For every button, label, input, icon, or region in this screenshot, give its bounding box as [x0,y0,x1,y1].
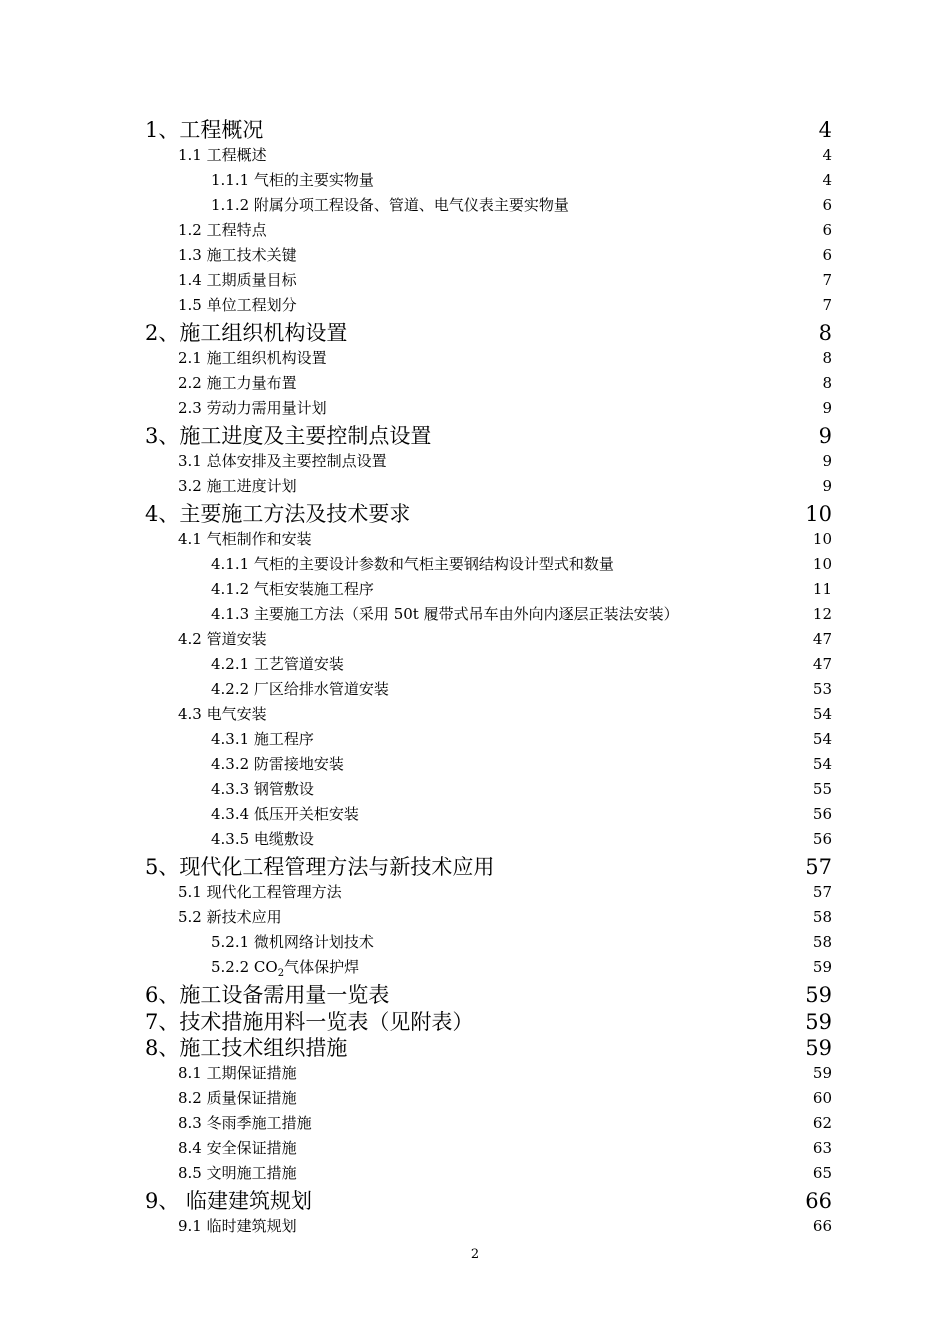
toc-entry-page: 58 [812,932,832,951]
toc-entry-page: 53 [812,679,832,698]
toc-entry-title: 8.4 安全保证措施 [178,1138,297,1157]
toc-entry-title: 4.2.1 工艺管道安装 [211,654,344,673]
toc-entry-title: 5、现代化工程管理方法与新技术应用 [145,855,495,879]
toc-entry-page: 8 [822,348,832,367]
toc-entry-title: 4.3.4 低压开关柜安装 [211,804,359,823]
toc-entry-title: 4.1 气柜制作和安装 [178,529,312,548]
toc-entry-level2[interactable] [0,1086,950,1111]
toc-entry-level3[interactable] [0,752,950,777]
toc-entry-page: 10 [812,554,832,573]
toc-entry-level1[interactable] [0,853,950,881]
toc-entry-title: 4.3.1 施工程序 [211,729,314,748]
toc-entry-title: 4.1.3 主要施工方法（采用 50t 履带式吊车由外向内逐层正装法安装） [211,604,679,623]
toc-entry-page: 7 [822,295,832,314]
toc-entry-level3[interactable] [0,652,950,677]
toc-entry-title: 5.2.1 微机网络计划技术 [211,932,374,951]
toc-entry-page: 56 [812,829,832,848]
toc-entry-page: 54 [812,729,832,748]
toc-entry-level3[interactable] [0,577,950,602]
toc-entry-page: 47 [812,629,832,648]
toc-entry-level2[interactable] [0,371,950,396]
toc-entry-title: 1.1 工程概述 [178,145,267,164]
toc-entry-page: 60 [812,1088,832,1107]
toc-entry-level2[interactable] [0,346,950,371]
toc-entry-level3[interactable] [0,930,950,955]
toc-entry-page: 9 [822,476,832,495]
toc-entry-title [211,955,359,980]
toc-entry-subscript: 2 [277,967,285,979]
toc-entry-title: 1.2 工程特点 [178,220,267,239]
toc-entry-page: 4 [822,145,832,164]
toc-entry-level2[interactable] [0,293,950,318]
toc-entry-level2[interactable] [0,702,950,727]
toc-entry-level1[interactable] [0,116,950,144]
toc-entry-page: 6 [822,220,832,239]
toc-entry-page: 56 [812,804,832,823]
toc-entry-title: 1.1.2 附属分项工程设备、管道、电气仪表主要实物量 [211,195,569,214]
toc-entry-title: 1、工程概况 [145,118,264,142]
toc-entry-level2[interactable] [0,627,950,652]
toc-entry-page: 55 [812,779,832,798]
toc-entry-page: 63 [812,1138,832,1157]
toc-entry-page: 4 [822,170,832,189]
toc-entry-title: 4.1.2 气柜安装施工程序 [211,579,374,598]
toc-entry-level2[interactable] [0,143,950,168]
toc-entry-page: 8 [818,321,832,345]
toc-entry-title-text: 5.2.2 CO [211,957,278,976]
toc-entry-page: 4 [818,118,832,142]
toc-entry-page: 10 [812,529,832,548]
toc-entry-page: 59 [812,957,832,976]
page-number: 2 [470,1247,480,1262]
toc-entry-title: 3.2 施工进度计划 [178,476,297,495]
toc-entry-level1[interactable] [0,319,950,347]
toc-entry-level2[interactable] [0,905,950,930]
toc-entry-page: 6 [822,245,832,264]
toc-entry-level3[interactable] [0,955,950,980]
toc-entry-level2[interactable] [0,449,950,474]
toc-entry-title: 4.2 管道安装 [178,629,267,648]
toc-entry-title: 4.3.3 钢管敷设 [211,779,314,798]
toc-entry-level3[interactable] [0,193,950,218]
toc-entry-level3[interactable] [0,777,950,802]
toc-entry-title: 9.1 临时建筑规划 [178,1216,297,1235]
toc-entry-title-tail: 气体保护焊 [284,957,360,976]
toc-entry-title: 1.4 工期质量目标 [178,270,297,289]
toc-entry-page: 12 [812,604,832,623]
toc-entry-title: 1.5 单位工程划分 [178,295,297,314]
toc-entry-level1[interactable] [0,1008,950,1036]
toc-entry-page: 59 [805,1009,832,1034]
toc-entry-page: 57 [812,882,832,901]
toc-entry-page: 66 [812,1216,832,1235]
toc-entry-title: 2.2 施工力量布置 [178,373,297,392]
toc-entry-title: 3.1 总体安排及主要控制点设置 [178,451,387,470]
toc-entry-level3[interactable] [0,552,950,577]
toc-entry-level2[interactable] [0,880,950,905]
toc-entry-level2[interactable] [0,1136,950,1161]
toc-entry-page: 59 [805,1036,832,1060]
toc-entry-level1[interactable] [0,1187,950,1215]
toc-entry-level3[interactable] [0,602,950,627]
toc-entry-level1[interactable] [0,500,950,528]
toc-entry-title: 2、施工组织机构设置 [145,321,348,345]
toc-entry-page: 65 [812,1163,832,1182]
toc-entry-page: 9 [822,398,832,417]
toc-entry-level1[interactable] [0,1034,950,1062]
toc-entry-level2[interactable] [0,1214,950,1239]
toc-entry-title: 8.5 文明施工措施 [178,1163,297,1182]
toc-entry-title: 4、主要施工方法及技术要求 [145,502,411,526]
toc-entry-title: 4.1.1 气柜的主要设计参数和气柜主要钢结构设计型式和数量 [211,554,614,573]
toc-entry-title: 3、施工进度及主要控制点设置 [145,424,432,448]
toc-entry-level2[interactable] [0,396,950,421]
toc-entry-title: 4.3.2 防雷接地安装 [211,754,344,773]
toc-entry-title: 4.3.5 电缆敷设 [211,829,314,848]
toc-entry-page: 59 [812,1063,832,1082]
toc-entry-page: 58 [812,907,832,926]
toc-entry-title: 5.1 现代化工程管理方法 [178,882,342,901]
toc-entry-page: 9 [822,451,832,470]
toc-entry-level2[interactable] [0,268,950,293]
toc-entry-page: 47 [812,654,832,673]
toc-entry-title: 8.1 工期保证措施 [178,1063,297,1082]
toc-entry-page: 62 [812,1113,832,1132]
toc-entry-level3[interactable] [0,827,950,852]
toc-entry-level1[interactable] [0,981,950,1009]
toc-entry-title: 4.2.2 厂区给排水管道安装 [211,679,389,698]
toc-entry-level2[interactable] [0,218,950,243]
toc-entry-level3[interactable] [0,727,950,752]
toc-entry-title: 2.1 施工组织机构设置 [178,348,327,367]
toc-entry-page: 7 [822,270,832,289]
toc-entry-title: 8.3 冬雨季施工措施 [178,1113,312,1132]
toc-entry-title: 7、技术措施用料一览表（见附表） [145,1009,474,1034]
toc-entry-page: 11 [812,579,832,598]
toc-entry-level3[interactable] [0,677,950,702]
toc-entry-title: 4.3 电气安装 [178,704,267,723]
toc-entry-title: 9、 临建建筑规划 [145,1189,313,1213]
toc-entry-level2[interactable] [0,474,950,499]
toc-entry-page: 9 [818,424,832,448]
toc-entry-page: 54 [812,754,832,773]
toc-entry-title: 8.2 质量保证措施 [178,1088,297,1107]
toc-entry-title: 8、施工技术组织措施 [145,1036,348,1060]
toc-entry-level2[interactable] [0,527,950,552]
toc-entry-title: 2.3 劳动力需用量计划 [178,398,327,417]
toc-entry-title: 1.3 施工技术关键 [178,245,297,264]
toc-entry-page: 54 [812,704,832,723]
toc-entry-level2[interactable] [0,1161,950,1186]
toc-entry-page: 6 [822,195,832,214]
toc-entry-title: 1.1.1 气柜的主要实物量 [211,170,374,189]
toc-entry-level1[interactable] [0,422,950,450]
toc-entry-level2[interactable] [0,1061,950,1086]
toc-entry-page: 66 [805,1189,832,1213]
toc-entry-level2[interactable] [0,243,950,268]
toc-entry-page: 59 [805,983,832,1007]
toc-entry-title: 5.2 新技术应用 [178,907,282,926]
toc-entry-level2[interactable] [0,1111,950,1136]
toc-entry-level3[interactable] [0,168,950,193]
toc-entry-page: 57 [805,855,832,879]
toc-entry-level3[interactable] [0,802,950,827]
toc-entry-page: 10 [805,502,832,526]
toc-entry-page: 8 [822,373,832,392]
toc-entry-title: 6、施工设备需用量一览表 [145,983,390,1007]
